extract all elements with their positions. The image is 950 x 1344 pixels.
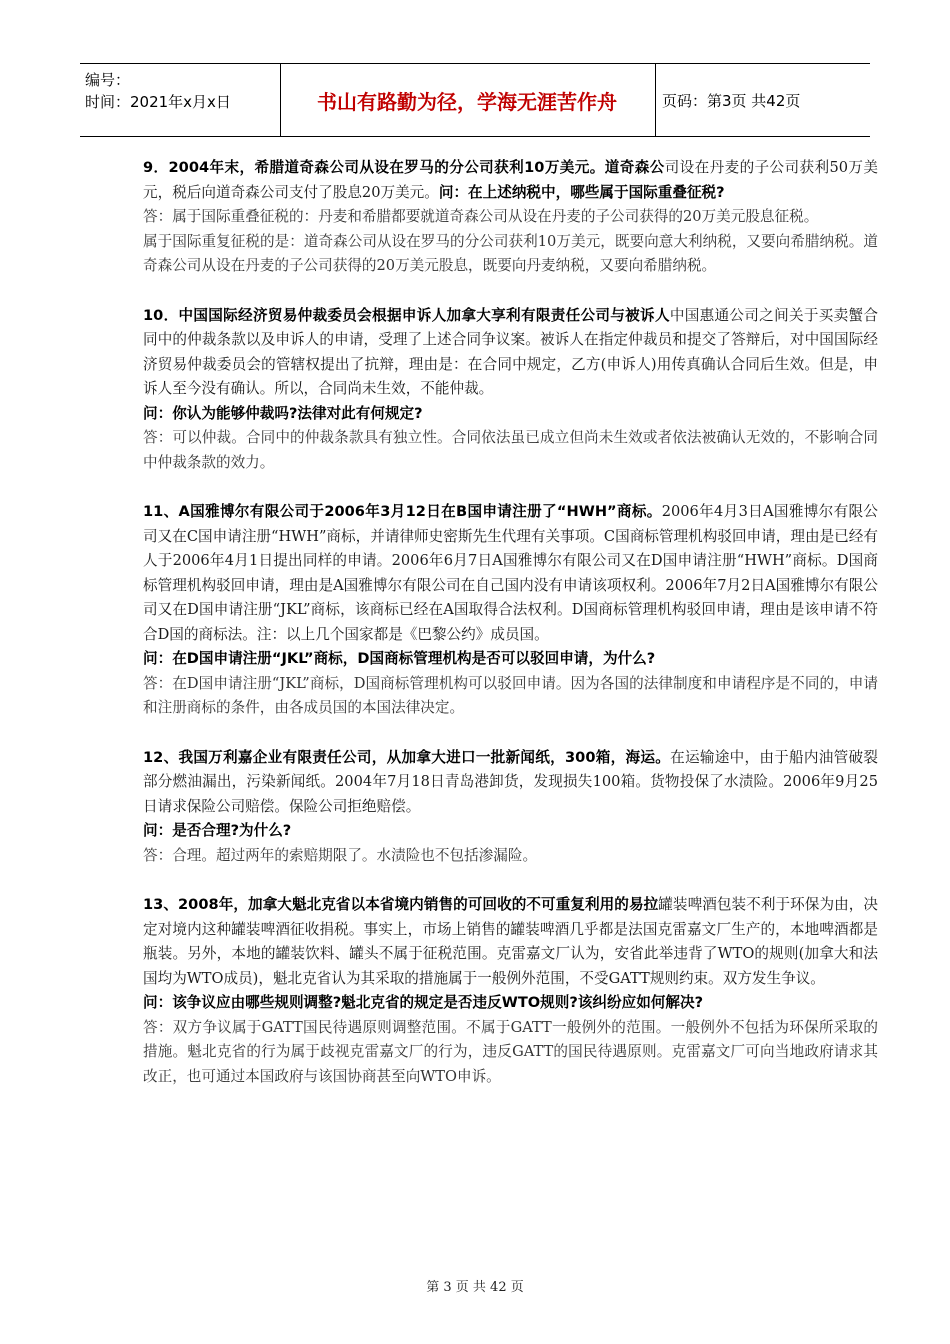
header-divider-left	[280, 63, 281, 137]
answer-text: 答：属于国际重叠征税的：丹麦和希腊都要就道奇森公司从设在丹麦的子公司获得的20万美元股息征税。	[143, 208, 819, 225]
header-page-info: 页码：第3页 共42页	[662, 91, 801, 110]
page-header	[80, 63, 870, 137]
question-ask: 问：你认为能够仲裁吗?法律对此有何规定?	[143, 404, 423, 422]
answer-text: 答：双方争议属于GATT国民待遇原则调整范围。不属于GATT一般例外的范围。一般例外不包括为环保所采取的措施。魁北克省的行为属于歧视克雷嘉文厂的行为，违反GATT的国民待遇原则。克雷嘉文厂可向当地政府请求其改正，也可通过本国政府与该国协商甚至向WTO申诉。	[143, 1018, 878, 1085]
question-lead: 9．2004年末，希腊道奇森公司从设在罗马的分公司获利10万美元。道奇森公	[143, 159, 665, 176]
question-ask: 问：该争议应由哪些规则调整?魁北克省的规定是否违反WTO规则?该纠纷应如何解决?	[143, 994, 704, 1011]
answer-text: 属于国际重复征税的是：道奇森公司从设在罗马的分公司获利10万美元，既要向意大利纳税，又要向希腊纳税。道奇森公司从设在丹麦的子公司获得的20万美元股息，既要向丹麦纳税，又要向希腊纳税。	[143, 232, 878, 274]
question-12	[143, 746, 878, 869]
question-ask: 问：在D国申请注册“JKL”商标，D国商标管理机构是否可以驳回申请，为什么?	[143, 650, 656, 667]
header-number-label: 编号：	[85, 71, 131, 89]
question-body: 在运输途中，由于船内油管破裂部分燃油漏出，污染新闻纸。2004年7月18日青岛港卸货，发现损失100箱。货物投保了水渍险。2006年9月25日请求保险公司赔偿。保险公司拒绝赔偿。	[143, 748, 878, 815]
question-lead: 10．中国国际经济贸易仲裁委员会根据申诉人加拿大享利有限责任公司与被诉人	[143, 306, 670, 324]
question-lead: 12、我国万利嘉企业有限责任公司，从加拿大进口一批新闻纸，300箱，海运。	[143, 748, 671, 766]
question-text	[143, 746, 878, 820]
header-motto: 书山有路勤为径，学海无涯苦作舟	[317, 89, 617, 114]
question-text	[143, 893, 878, 991]
answer-text: 答：合理。超过两年的索赔期限了。水渍险也不包括渗漏险。	[143, 846, 538, 864]
header-divider-right	[655, 63, 656, 137]
question-body: 司设在丹麦的子公司获利50万美元，税后向道奇森公司支付了股息20万美元。	[143, 159, 878, 201]
question-13	[143, 893, 878, 1089]
page-footer: 第 3 页 共 42 页	[426, 1280, 524, 1295]
question-ask: 问：在上述纳税中，哪些属于国际重叠征税?	[438, 183, 725, 201]
question-11	[143, 500, 878, 721]
question-body: 中国惠通公司之间关于买卖蟹合同中的仲裁条款以及申诉人的申请，受理了上述合同争议案。被诉人在指定仲裁员和提交了答辩后，对中国国际经济贸易仲裁委员会的管辖权提出了抗辩，理由是：在合同中规定，乙方(申诉人)用传真确认合同后生效。但是，申诉人至今没有确认。所以，合同尚未生效，不能仲裁。	[143, 306, 878, 397]
question-ask: 问：是否合理?为什么?	[143, 822, 292, 839]
document-body	[143, 156, 878, 1114]
question-10	[143, 304, 878, 476]
question-body: 罐装啤酒包装不利于环保为由，决定对境内这种罐装啤酒征收捐税。事实上，市场上销售的罐装啤酒几乎都是法国克雷嘉文厂生产的，本地啤酒都是瓶装。另外，本地的罐装饮料、罐头不属于征税范围。克雷嘉文厂认为，安省此举违背了WTO的规则(加拿大和法国均为WTO成员)，魁北克省认为其采取的措施属于一般例外范围，不受GATT规则约束。双方发生争议。	[143, 896, 878, 987]
question-lead: 11、A国雅博尔有限公司于2006年3月12日在B国申请注册了“HWH”商标。	[143, 503, 662, 520]
question-body: 2006年4月3日A国雅博尔有限公司又在C国申请注册“HWH”商标，并请律师史密斯先生代理有关事项。C国商标管理机构驳回申请，理由是已经有人于2006年4月1日提出同样的申请。2006年6月7日A国雅博尔有限公司又在D国申请注册“HWH”商标。D国商标管理机构驳回申请，理由是A国雅博尔有限公司在自己国内没有申请该项权利。2006年7月2日A国雅博尔有限公司又在D国申请注册“JKL”商标，该商标已经在A国取得合法权利。D国商标管理机构驳回申请，理由是该申请不符合D国的商标法。注：以上几个国家都是《巴黎公约》成员国。	[143, 503, 878, 643]
header-meta	[85, 69, 231, 113]
answer-text: 答：可以仲裁。合同中的仲裁条款具有独立性。合同依法虽已成立但尚未生效或者依法被确认无效的，不影响合同中仲裁条款的效力。	[143, 429, 878, 471]
header-time-label: 时间：2021年x月x日	[85, 93, 231, 111]
question-text	[143, 500, 878, 647]
question-text	[143, 156, 878, 205]
question-lead: 13、2008年，加拿大魁北克省以本省境内销售的可回收的不可重复利用的易拉	[143, 896, 659, 913]
question-9	[143, 156, 878, 279]
question-text	[143, 304, 878, 402]
answer-text: 答：在D国申请注册“JKL”商标，D国商标管理机构可以驳回申请。因为各国的法律制度和申请程序是不同的，申请和注册商标的条件，由各成员国的本国法律决定。	[143, 674, 878, 716]
